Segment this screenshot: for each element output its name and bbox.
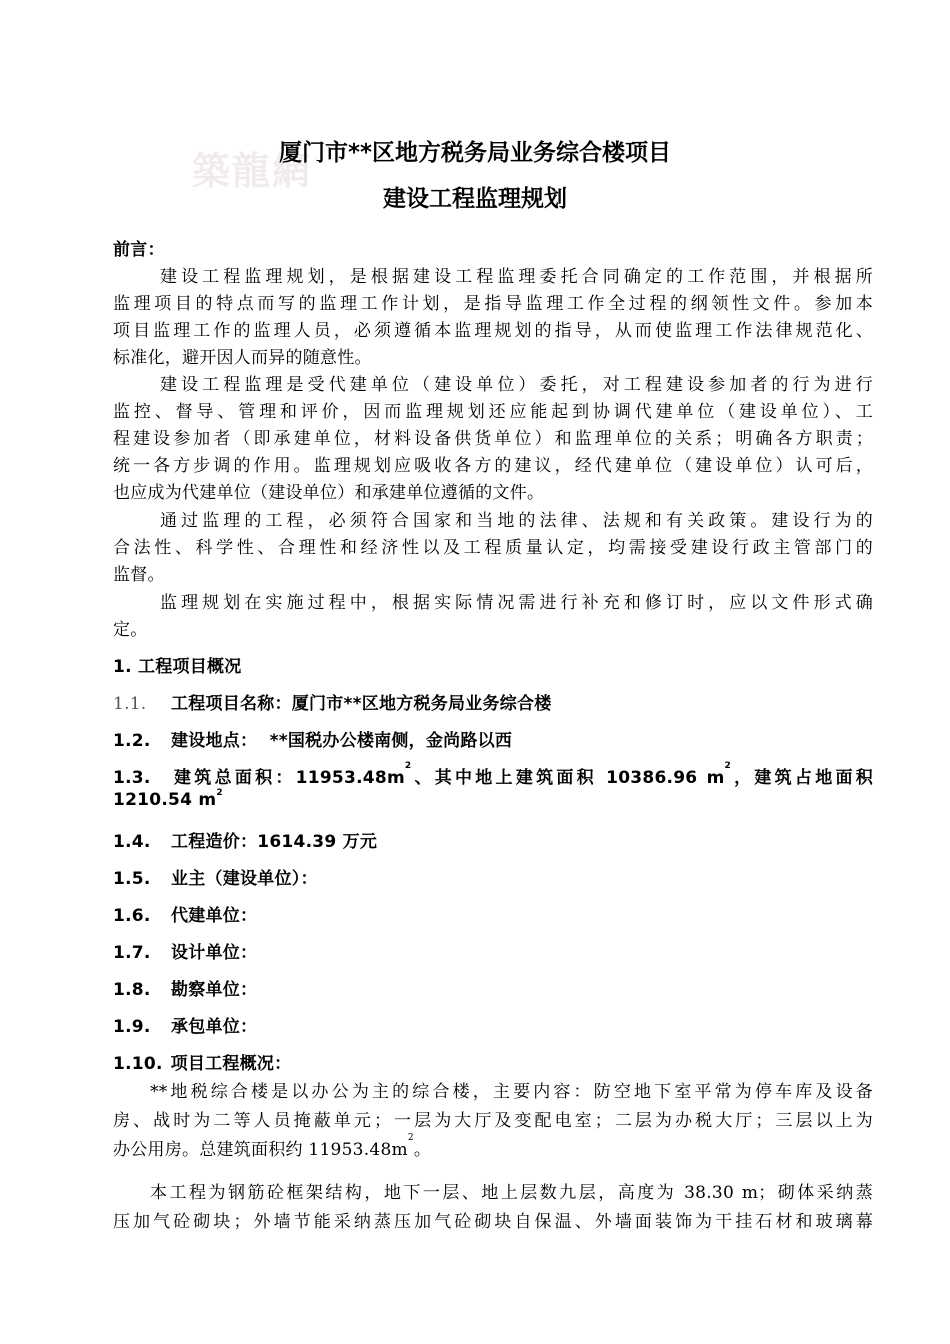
preface-heading: 前言： [113,240,165,260]
item-owner [113,864,873,889]
item-text: 建设地点： **国税办公楼南侧，金尚路以西 [171,731,513,751]
item-text: 勘察单位： [171,980,258,1000]
item-design [113,938,873,963]
overview-p1-line: **地税综合楼是以办公为主的综合楼，主要内容：防空地下室平常为停车库及设备 [150,1082,873,1102]
item-overview [113,1049,873,1074]
overview-p1-line [113,1135,873,1160]
item-number: 1.4. [113,832,151,852]
preface-p2-line: 统一各方步调的作用。监理规划应吸收各方的建议，经代建单位（建设单位）认可后， [113,456,873,476]
preface-p2-line: 也应成为代建单位（建设单位）和承建单位遵循的文件。 [113,483,545,503]
preface-p2-line: 程建设参加者（即承建单位，材料设备供货单位）和监理单位的关系；明确各方职责； [113,429,873,449]
item-text: ，建筑占地面积 [731,768,873,788]
preface-p4-line: 监理规划在实施过程中，根据实际情况需进行补充和修订时，应以文件形式确 [160,593,873,613]
item-number: 1.9. [113,1017,151,1037]
item-number: 1.8. [113,980,151,1000]
item-text: 工程造价：1614.39 万元 [171,832,378,852]
preface-p1-line: 标准化，避开因人而异的随意性。 [113,348,372,368]
document-title: 厦门市**区地方税务局业务综合楼项目 [278,140,672,166]
preface-p3-line: 通过监理的工程，必须符合国家和当地的法律、法规和有关政策。建设行为的 [160,511,873,531]
item-number: 1.10. [113,1054,163,1074]
superscript: 2 [407,1133,414,1143]
item-text: 、其中地上建筑面积 10386.96 m [411,768,725,788]
item-text: 代建单位： [171,906,258,926]
preface-p3-line: 合法性、科学性、合理性和经济性以及工程质量认定，均需接受建设行政主管部门的 [113,538,873,558]
overview-p2-line: 压加气砼砌块；外墙节能采纳蒸压加气砼砌块自保温、外墙面装饰为干挂石材和玻璃幕 [113,1212,873,1232]
item-text: 承包单位： [171,1017,258,1037]
item-area-continued [113,790,873,810]
watermark: 築龍網 [192,148,313,193]
overview-p1-line: 房、战时为二等人员掩蔽单元；一层为大厅及变配电室；二层为办税大厅；三层以上为 [113,1111,873,1131]
document-subtitle: 建设工程监理规划 [383,186,567,212]
item-number: 1.7. [113,943,151,963]
preface-p1-line: 项目监理工作的监理人员，必须遵循本监理规划的指导，从而使监理工作法律规范化、 [113,321,873,341]
preface-p1-line: 监理项目的特点而写的监理工作计划，是指导监理工作全过程的纲领性文件。参加本 [113,294,873,314]
preface-p4-line: 定。 [113,620,148,640]
item-area [113,763,873,788]
overview-text: 。 [413,1140,432,1160]
item-text: 设计单位： [171,943,258,963]
item-text: 项目工程概况： [170,1054,292,1074]
preface-p1-line: 建设工程监理规划，是根据建设工程监理委托合同确定的工作范围，并根据所 [160,267,873,287]
item-text: 工程项目名称：厦门市**区地方税务局业务综合楼 [171,694,552,714]
item-location [113,726,873,751]
preface-p3-line: 监督。 [113,565,165,585]
preface-p2-line: 建设工程监理是受代建单位（建设单位）委托，对工程建设参加者的行为进行 [160,375,873,395]
item-agent [113,901,873,926]
overview-text: 办公用房。总建筑面积约 11953.48m [113,1140,408,1160]
superscript: 2 [724,761,732,771]
overview-p2-line: 本工程为钢筋砼框架结构，地下一层、地上层数九层，高度为 38.30 m；砌体采纳蒸 [150,1183,873,1203]
preface-p2-line: 监控、督导、管理和评价，因而监理规划还应能起到协调代建单位（建设单位）、工 [113,402,873,422]
item-survey [113,975,873,1000]
item-text: 业主（建设单位）： [171,869,318,889]
item-number: 1.1. [113,694,147,714]
item-number: 1.3. [113,768,151,788]
item-text: 1210.54 m [113,790,217,810]
item-project-name [113,689,873,714]
superscript: 2 [216,788,223,798]
item-number: 1.2. [113,731,151,751]
section-heading: 1. 工程项目概况 [113,657,242,677]
item-text: 建筑总面积：11953.48m [171,768,405,788]
item-contractor [113,1012,873,1037]
item-number: 1.6. [113,906,151,926]
item-number: 1.5. [113,869,151,889]
superscript: 2 [404,761,412,771]
item-cost [113,827,873,852]
